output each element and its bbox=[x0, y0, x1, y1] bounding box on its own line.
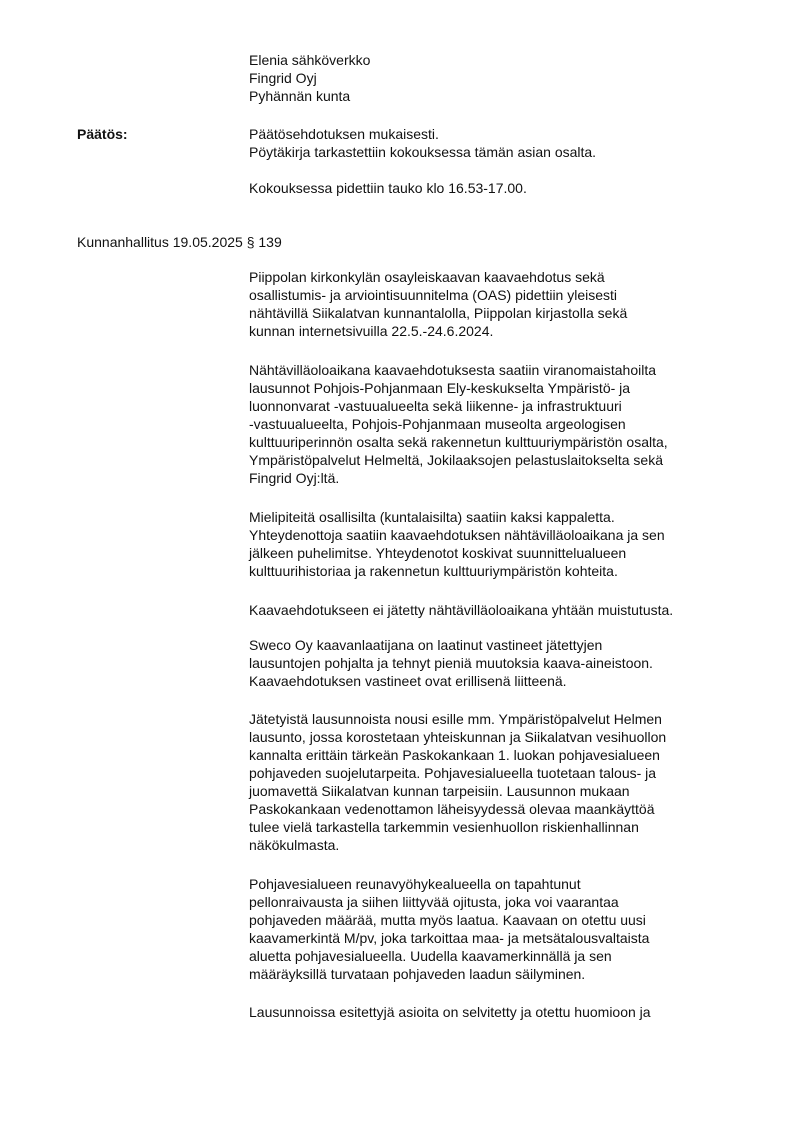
paragraph-considered bbox=[249, 1003, 749, 1021]
paragraph-zoning-marking bbox=[249, 875, 749, 983]
paragraph-line: kannalta erittäin tärkeän Paskokankaan 1. luokan pohjavesialueen bbox=[249, 747, 660, 763]
paragraph-line: Ympäristöpalvelut Helmeltä, Jokilaaksojen pelastuslaitokselta sekä bbox=[249, 452, 663, 468]
decision-label: Päätös: bbox=[77, 126, 128, 142]
recipient-item: Fingrid Oyj bbox=[249, 70, 317, 86]
paragraph-line: Yhteydenottoja saatiin kaavaehdotuksen nähtävilläoloaikana ja sen bbox=[249, 527, 665, 543]
paragraph-line: Jätetyistä lausunnoista nousi esille mm. Ympäristöpalvelut Helmen bbox=[249, 711, 662, 727]
paragraph-line: Sweco Oy kaavanlaatijana on laatinut vastineet jätettyjen bbox=[249, 637, 603, 653]
paragraph-line: lausuntojen pohjalta ja tehnyt pieniä muutoksia kaava-aineistoon. bbox=[249, 655, 653, 671]
paragraph-line: pohjaveden suojelutarpeita. Pohjavesialueella tuotetaan talous- ja bbox=[249, 765, 657, 781]
meeting-break-note bbox=[249, 179, 749, 197]
paragraph-line: osallistumis- ja arviointisuunnitelma (OAS) pidettiin yleisesti bbox=[249, 287, 618, 303]
paragraph-display-notice bbox=[249, 268, 749, 340]
decision-text bbox=[249, 125, 749, 161]
paragraph-line: kaavamerkintä M/pv, joka tarkoittaa maa- ja metsätalousvaltaista bbox=[249, 930, 650, 946]
paragraph-line: pohjaveden määrää, mutta myös laatua. Kaavaan on otettu uusi bbox=[249, 912, 646, 928]
paragraph-line: kunnan internetsivuilla 22.5.-24.6.2024. bbox=[249, 323, 494, 339]
paragraph-line: Fingrid Oyj:ltä. bbox=[249, 470, 340, 486]
paragraph-line: lausunto, jossa korostetaan yhteiskunnan ja Siikalatvan vesihuollon bbox=[249, 729, 667, 745]
paragraph-line: lausunnot Pohjois-Pohjanmaan Ely-keskukselta Ympäristö- ja bbox=[249, 380, 631, 396]
paragraph-line: Nähtävilläoloaikana kaavaehdotuksesta saatiin viranomaistahoilta bbox=[249, 362, 657, 378]
decision-line: Pöytäkirja tarkastettiin kokouksessa tämän asian osalta. bbox=[249, 144, 597, 160]
paragraph-line: Lausunnoissa esitettyjä asioita on selvitetty ja otettu huomioon ja bbox=[249, 1004, 651, 1020]
paragraph-line: Mielipiteitä osallisilta (kuntalaisilta) saatiin kaksi kappaletta. bbox=[249, 509, 615, 525]
agenda-heading: Kunnanhallitus 19.05.2025 § 139 bbox=[77, 234, 282, 250]
paragraph-line: kulttuurihistoriaa ja rakennetun kulttuuriympäristön kohteita. bbox=[249, 563, 618, 579]
paragraph-line: pellonraivausta ja siihen liittyvää ojitusta, joka voi vaarantaa bbox=[249, 894, 619, 910]
paragraph-line: luonnonvarat -vastuualueelta sekä liikenne- ja infrastruktuuri bbox=[249, 398, 622, 414]
paragraph-line: määräyksillä turvataan pohjaveden laadun säilyminen. bbox=[249, 966, 586, 982]
paragraph-line: tulee vielä tarkastella tarkemmin vesienhuollon riskienhallinnan bbox=[249, 819, 639, 835]
paragraph-line: Pohjavesialueen reunavyöhykealueella on tapahtunut bbox=[249, 876, 581, 892]
paragraph-line: Paskokankaan vedenottamon läheisyydessä olevaa maankäyttöä bbox=[249, 801, 655, 817]
paragraph-opinions bbox=[249, 508, 749, 580]
paragraph-line: Kaavaehdotukseen ei jätetty nähtävilläoloaikana yhtään muistutusta. bbox=[249, 602, 674, 618]
paragraph-line: Kaavaehdotuksen vastineet ovat erillisenä liitteenä. bbox=[249, 673, 567, 689]
recipient-list bbox=[249, 51, 749, 105]
paragraph-responses bbox=[249, 636, 749, 690]
paragraph-line: juomavettä Siikalatvan kunnan tarpeisiin. Lausunnon mukaan bbox=[249, 783, 630, 799]
recipient-item: Pyhännän kunta bbox=[249, 88, 351, 104]
paragraph-groundwater-statement bbox=[249, 710, 749, 854]
paragraph-line: -vastuualueelta, Pohjois-Pohjanmaan museolta argeologisen bbox=[249, 416, 626, 432]
paragraph-statements-received bbox=[249, 361, 749, 487]
paragraph-line: näkökulmasta. bbox=[249, 837, 340, 853]
paragraph-line: aluetta pohjavesialueella. Uudella kaavamerkinnällä ja sen bbox=[249, 948, 612, 964]
recipient-item: Elenia sähköverkko bbox=[249, 52, 371, 68]
meeting-break-line: Kokouksessa pidettiin tauko klo 16.53-17.00. bbox=[249, 180, 527, 196]
decision-line: Päätösehdotuksen mukaisesti. bbox=[249, 126, 439, 142]
paragraph-line: jälkeen puhelimitse. Yhteydenotot koskivat suunnittelualueen bbox=[249, 545, 627, 561]
paragraph-no-objections bbox=[249, 601, 749, 619]
paragraph-line: nähtävillä Siikalatvan kunnantalolla, Piippolan kirjastolla sekä bbox=[249, 305, 628, 321]
paragraph-line: Piippolan kirkonkylän osayleiskaavan kaavaehdotus sekä bbox=[249, 269, 605, 285]
paragraph-line: kulttuuriperinnön osalta sekä rakennetun kulttuuriympäristön osalta, bbox=[249, 434, 668, 450]
